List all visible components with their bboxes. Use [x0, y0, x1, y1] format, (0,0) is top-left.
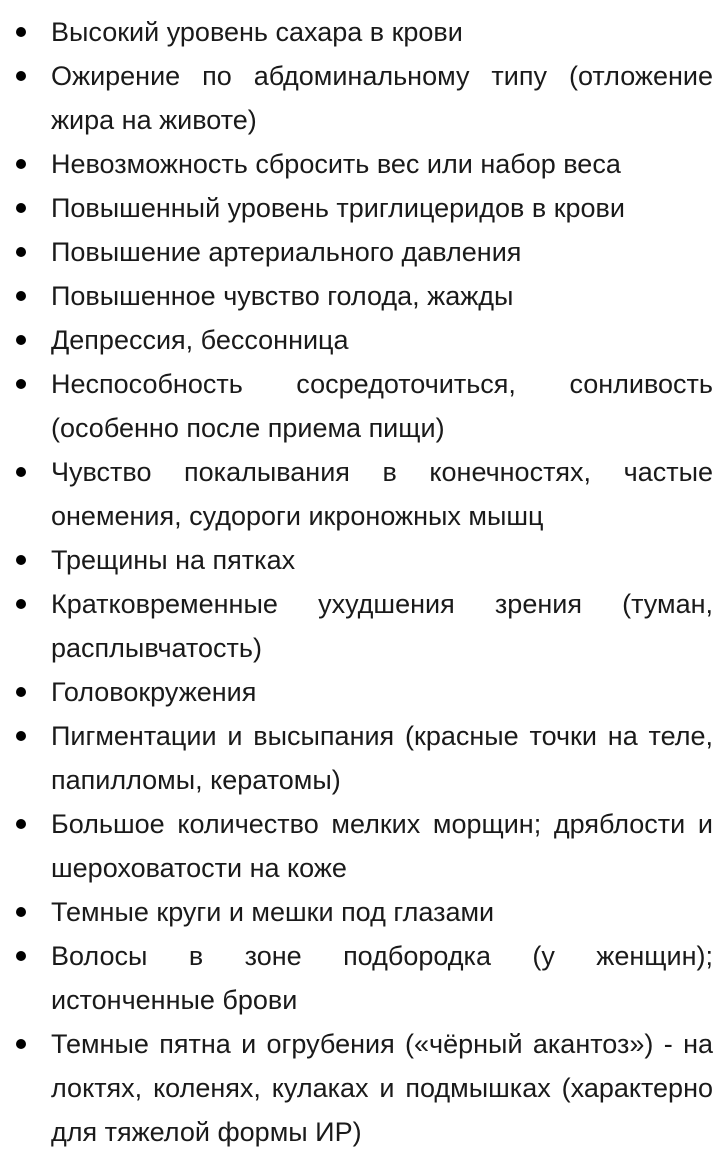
list-item	[0, 230, 720, 274]
bullet-icon	[16, 159, 26, 169]
list-item-text: Повышенный уровень триглицеридов в крови	[51, 193, 625, 223]
list-item-text: Головокружения	[51, 677, 257, 707]
list-item-text: Неспособность сосредоточиться, сонливость (особенно после приема пищи)	[51, 369, 713, 443]
list-item-text: Темные пятна и огрубения («чёрный акантоз») - на локтях, коленях, кулаках и подмышках (характерно для тяжелой формы ИР)	[51, 1029, 713, 1147]
bullet-icon	[16, 951, 26, 961]
list-item	[0, 362, 720, 450]
list-item	[0, 450, 720, 538]
list-item	[0, 890, 720, 934]
list-item-text: Темные круги и мешки под глазами	[51, 897, 495, 927]
list-item	[0, 54, 720, 142]
list-item-text: Чувство покалывания в конечностях, частые онемения, судороги икроножных мышц	[51, 457, 713, 531]
bullet-icon	[16, 291, 26, 301]
list-item-text: Большое количество мелких морщин; дряблости и шероховатости на коже	[51, 809, 713, 883]
bullet-icon	[16, 467, 26, 477]
document-body	[0, 10, 720, 1154]
bullet-icon	[16, 379, 26, 389]
bullet-icon	[16, 27, 26, 37]
list-item	[0, 274, 720, 318]
bullet-icon	[16, 731, 26, 741]
list-item	[0, 142, 720, 186]
bullet-icon	[16, 71, 26, 81]
list-item	[0, 10, 720, 54]
list-item-text: Высокий уровень сахара в крови	[51, 17, 463, 47]
list-item	[0, 670, 720, 714]
list-item-text: Невозможность сбросить вес или набор веса	[51, 149, 621, 179]
bullet-icon	[16, 247, 26, 257]
list-item-text: Трещины на пятках	[51, 545, 296, 575]
list-item	[0, 1022, 720, 1154]
list-item-text: Волосы в зоне подбородка (у женщин); истонченные брови	[51, 941, 713, 1015]
list-item	[0, 186, 720, 230]
list-item	[0, 538, 720, 582]
list-item-text: Ожирение по абдоминальному типу (отложение жира на животе)	[51, 61, 713, 135]
bullet-icon	[16, 1039, 26, 1049]
list-item	[0, 934, 720, 1022]
bullet-icon	[16, 907, 26, 917]
bullet-icon	[16, 203, 26, 213]
list-item	[0, 318, 720, 362]
list-item-text: Повышение артериального давления	[51, 237, 522, 267]
list-item	[0, 714, 720, 802]
symptom-list	[0, 10, 720, 1154]
bullet-icon	[16, 335, 26, 345]
list-item-text: Депрессия, бессонница	[51, 325, 349, 355]
list-item-text: Пигментации и высыпания (красные точки на теле, папилломы, кератомы)	[51, 721, 713, 795]
list-item-text: Повышенное чувство голода, жажды	[51, 281, 514, 311]
bullet-icon	[16, 687, 26, 697]
list-item	[0, 582, 720, 670]
bullet-icon	[16, 599, 26, 609]
bullet-icon	[16, 819, 26, 829]
list-item	[0, 802, 720, 890]
list-item-text: Кратковременные ухудшения зрения (туман, расплывчатость)	[51, 589, 713, 663]
bullet-icon	[16, 555, 26, 565]
